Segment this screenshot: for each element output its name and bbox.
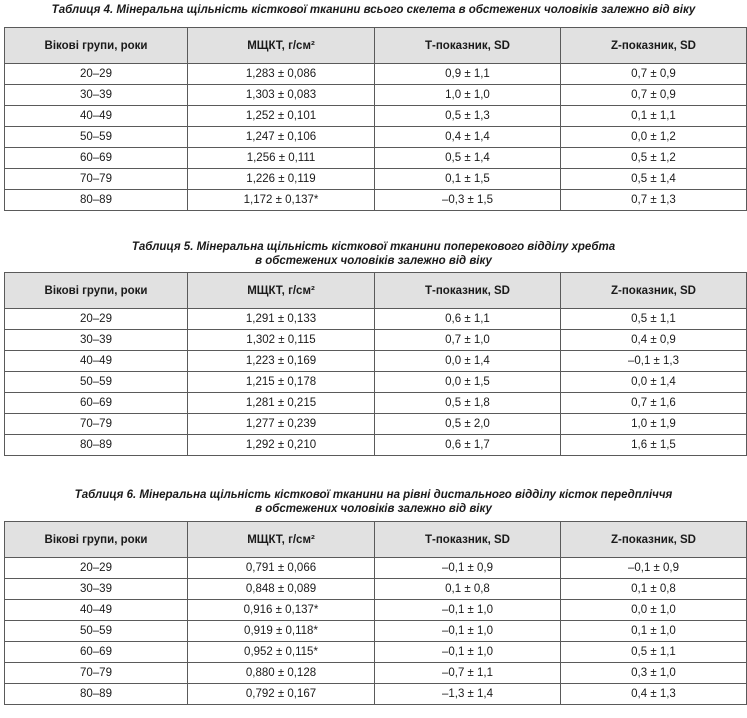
cell-age: 50–59	[5, 127, 188, 148]
caption-line: в обстежених чоловіків залежно від віку	[255, 255, 492, 267]
cell-t: 0,5 ± 2,0	[375, 414, 561, 435]
cell-t: 0,6 ± 1,7	[375, 435, 561, 456]
table-row	[5, 372, 747, 393]
cell-z: 0,1 ± 1,1	[561, 106, 747, 127]
table-row	[5, 684, 747, 705]
table-row	[5, 106, 747, 127]
cell-age: 80–89	[5, 684, 188, 705]
cell-age: 20–29	[5, 309, 188, 330]
cell-z: 0,7 ± 1,6	[561, 393, 747, 414]
cell-z: 0,4 ± 1,3	[561, 684, 747, 705]
cell-z: –0,1 ± 1,3	[561, 351, 747, 372]
cell-age: 20–29	[5, 558, 188, 579]
cell-t: –0,3 ± 1,5	[375, 190, 561, 211]
table-row	[5, 148, 747, 169]
table-5	[4, 272, 747, 456]
header-t-score: Т-показник, SD	[375, 273, 561, 309]
cell-z: 0,0 ± 1,2	[561, 127, 747, 148]
table-row	[5, 621, 747, 642]
cell-age: 60–69	[5, 393, 188, 414]
cell-age: 80–89	[5, 190, 188, 211]
header-z-score: Z-показник, SD	[561, 28, 747, 64]
cell-age: 30–39	[5, 85, 188, 106]
cell-t: –1,3 ± 1,4	[375, 684, 561, 705]
cell-t: 0,5 ± 1,8	[375, 393, 561, 414]
cell-age: 70–79	[5, 663, 188, 684]
table-5-caption	[0, 240, 747, 268]
cell-z: 0,1 ± 0,8	[561, 579, 747, 600]
table-6-caption	[0, 488, 747, 516]
cell-bmd: 0,791 ± 0,066	[188, 558, 375, 579]
cell-z: –0,1 ± 0,9	[561, 558, 747, 579]
cell-t: –0,1 ± 0,9	[375, 558, 561, 579]
cell-bmd: 0,792 ± 0,167	[188, 684, 375, 705]
cell-z: 0,7 ± 1,3	[561, 190, 747, 211]
table-row	[5, 190, 747, 211]
cell-t: 0,7 ± 1,0	[375, 330, 561, 351]
cell-bmd: 1,223 ± 0,169	[188, 351, 375, 372]
cell-age: 60–69	[5, 148, 188, 169]
cell-bmd: 1,281 ± 0,215	[188, 393, 375, 414]
table-row	[5, 169, 747, 190]
cell-bmd: 0,916 ± 0,137*	[188, 600, 375, 621]
header-age-group: Вікові групи, роки	[5, 273, 188, 309]
table-row	[5, 558, 747, 579]
table-row	[5, 663, 747, 684]
cell-bmd: 1,302 ± 0,115	[188, 330, 375, 351]
cell-bmd: 1,172 ± 0,137*	[188, 190, 375, 211]
cell-z: 0,5 ± 1,1	[561, 309, 747, 330]
cell-bmd: 1,247 ± 0,106	[188, 127, 375, 148]
table-row	[5, 127, 747, 148]
cell-z: 0,7 ± 0,9	[561, 64, 747, 85]
header-z-score: Z-показник, SD	[561, 273, 747, 309]
header-bmd: МЩКТ, г/см²	[188, 273, 375, 309]
table-row	[5, 309, 747, 330]
cell-age: 50–59	[5, 372, 188, 393]
cell-bmd: 1,277 ± 0,239	[188, 414, 375, 435]
caption-line: в обстежених чоловіків залежно від віку	[255, 503, 492, 515]
table-row	[5, 64, 747, 85]
cell-t: 0,0 ± 1,4	[375, 351, 561, 372]
cell-age: 50–59	[5, 621, 188, 642]
cell-z: 1,6 ± 1,5	[561, 435, 747, 456]
cell-bmd: 1,226 ± 0,119	[188, 169, 375, 190]
cell-age: 70–79	[5, 414, 188, 435]
cell-age: 40–49	[5, 600, 188, 621]
cell-z: 0,0 ± 1,0	[561, 600, 747, 621]
cell-z: 0,0 ± 1,4	[561, 372, 747, 393]
header-row	[5, 28, 747, 64]
caption-line: Таблиця 5. Мінеральна щільність кісткової тканини поперекового відділу хребта	[131, 241, 616, 253]
header-row	[5, 273, 747, 309]
cell-t: 0,0 ± 1,5	[375, 372, 561, 393]
header-age-group: Вікові групи, роки	[5, 28, 188, 64]
cell-bmd: 1,292 ± 0,210	[188, 435, 375, 456]
cell-z: 0,1 ± 1,0	[561, 621, 747, 642]
table-row	[5, 414, 747, 435]
cell-t: –0,1 ± 1,0	[375, 621, 561, 642]
table-row	[5, 435, 747, 456]
cell-t: 0,6 ± 1,1	[375, 309, 561, 330]
caption-line: Таблиця 6. Мінеральна щільність кісткової тканини на рівні дистального відділу кісток передпліччя	[74, 489, 673, 501]
header-t-score: Т-показник, SD	[375, 28, 561, 64]
table-6	[4, 521, 747, 705]
table-row	[5, 579, 747, 600]
table-row	[5, 393, 747, 414]
cell-bmd: 0,880 ± 0,128	[188, 663, 375, 684]
table-4-caption	[0, 3, 747, 17]
cell-age: 70–79	[5, 169, 188, 190]
cell-t: 0,5 ± 1,4	[375, 148, 561, 169]
cell-t: 0,1 ± 1,5	[375, 169, 561, 190]
cell-z: 1,0 ± 1,9	[561, 414, 747, 435]
cell-t: 0,1 ± 0,8	[375, 579, 561, 600]
cell-bmd: 1,215 ± 0,178	[188, 372, 375, 393]
cell-z: 0,7 ± 0,9	[561, 85, 747, 106]
cell-age: 60–69	[5, 642, 188, 663]
cell-bmd: 1,256 ± 0,111	[188, 148, 375, 169]
cell-bmd: 1,291 ± 0,133	[188, 309, 375, 330]
cell-age: 30–39	[5, 579, 188, 600]
header-bmd: МЩКТ, г/см²	[188, 522, 375, 558]
cell-t: 1,0 ± 1,0	[375, 85, 561, 106]
table-row	[5, 600, 747, 621]
cell-age: 40–49	[5, 106, 188, 127]
cell-t: 0,5 ± 1,3	[375, 106, 561, 127]
cell-t: –0,1 ± 1,0	[375, 600, 561, 621]
cell-t: 0,9 ± 1,1	[375, 64, 561, 85]
cell-age: 80–89	[5, 435, 188, 456]
header-age-group: Вікові групи, роки	[5, 522, 188, 558]
cell-z: 0,5 ± 1,4	[561, 169, 747, 190]
cell-age: 20–29	[5, 64, 188, 85]
cell-z: 0,5 ± 1,2	[561, 148, 747, 169]
cell-bmd: 1,252 ± 0,101	[188, 106, 375, 127]
cell-bmd: 1,283 ± 0,086	[188, 64, 375, 85]
cell-z: 0,5 ± 1,1	[561, 642, 747, 663]
header-row	[5, 522, 747, 558]
caption-line: Таблиця 4. Мінеральна щільність кісткової тканини всього скелета в обстежених чоловіків залежно від віку	[51, 4, 696, 16]
header-bmd: МЩКТ, г/см²	[188, 28, 375, 64]
cell-bmd: 0,952 ± 0,115*	[188, 642, 375, 663]
cell-bmd: 1,303 ± 0,083	[188, 85, 375, 106]
table-row	[5, 351, 747, 372]
table-row	[5, 330, 747, 351]
cell-t: –0,1 ± 1,0	[375, 642, 561, 663]
table-row	[5, 85, 747, 106]
header-z-score: Z-показник, SD	[561, 522, 747, 558]
cell-z: 0,4 ± 0,9	[561, 330, 747, 351]
table-4	[4, 27, 747, 211]
cell-t: –0,7 ± 1,1	[375, 663, 561, 684]
cell-age: 30–39	[5, 330, 188, 351]
cell-t: 0,4 ± 1,4	[375, 127, 561, 148]
cell-bmd: 0,848 ± 0,089	[188, 579, 375, 600]
cell-age: 40–49	[5, 351, 188, 372]
cell-z: 0,3 ± 1,0	[561, 663, 747, 684]
header-t-score: Т-показник, SD	[375, 522, 561, 558]
cell-bmd: 0,919 ± 0,118*	[188, 621, 375, 642]
table-row	[5, 642, 747, 663]
